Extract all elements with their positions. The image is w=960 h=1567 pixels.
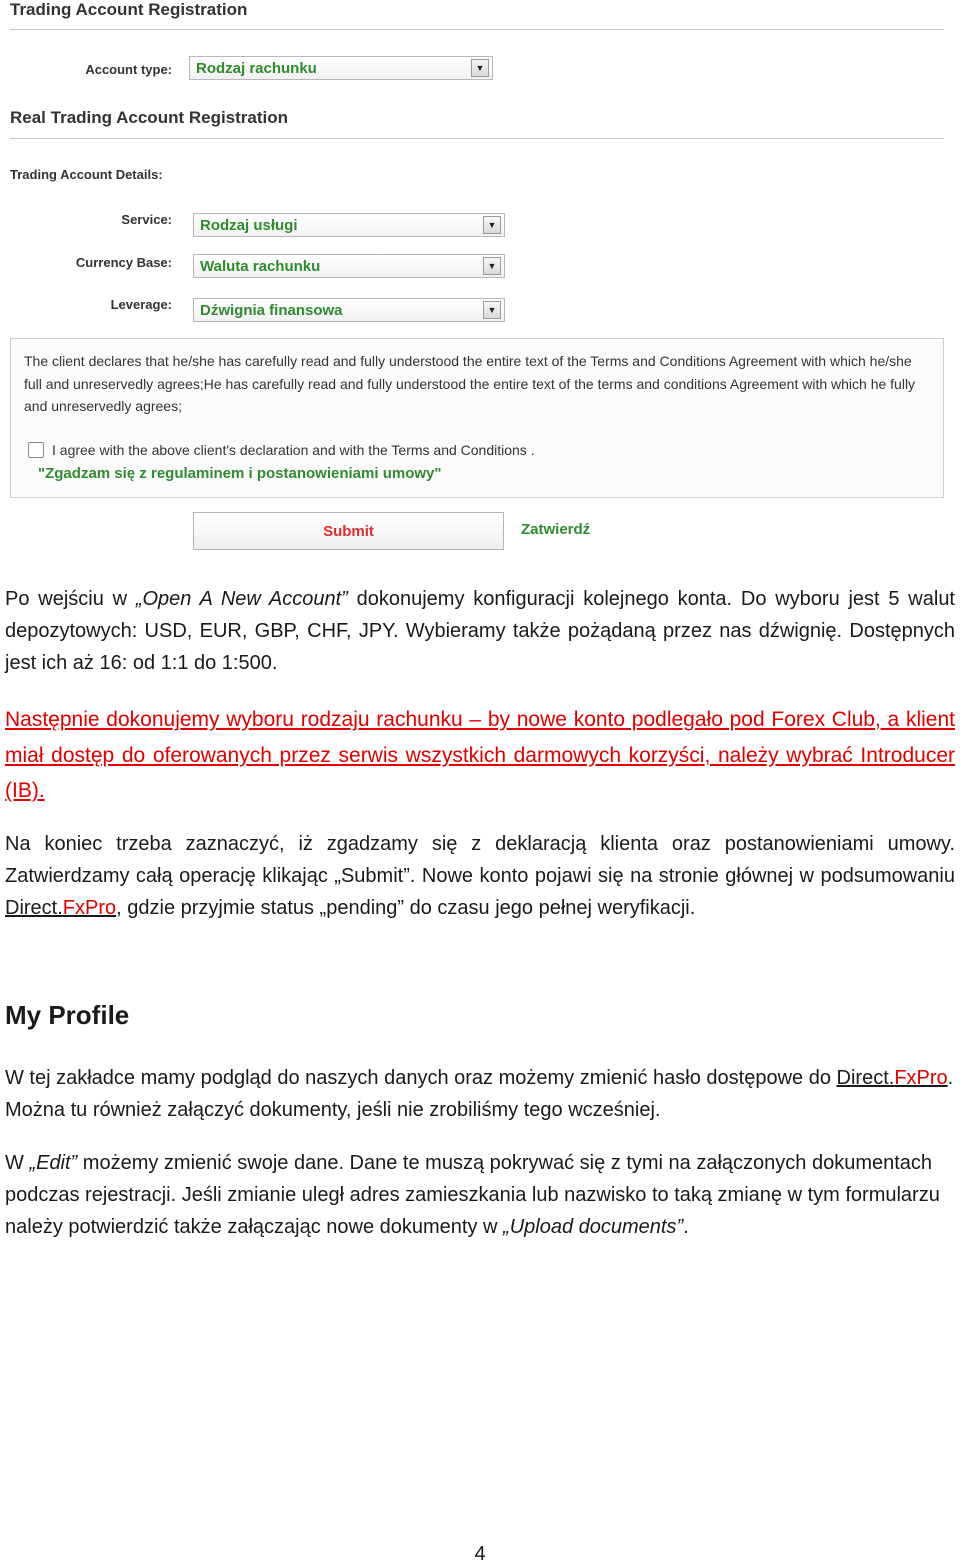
link-part-direct: Direct. — [5, 897, 63, 919]
profile-text-b: . Można tu również załączyć dokumenty, jeśli nie zrobiliśmy tego wcześniej. — [5, 1067, 954, 1121]
declaration-text: The client declares that he/she has carefully read and fully understood the entire text of the Terms and Conditions Agreement with which he/she full and unreservedly agrees;He has carefully read and fully understood the entire text of the terms and conditions Agreement with which he fully and unreservedly agrees; — [24, 353, 916, 414]
leverage-value: Dźwignia finansowa — [200, 301, 343, 319]
title-divider — [10, 29, 944, 30]
link-part-direct: Direct. — [836, 1067, 895, 1089]
account-type-value: Rodzaj rachunku — [196, 59, 317, 77]
paragraph-edit — [5, 1147, 955, 1243]
heading-my-profile: My Profile — [5, 1000, 130, 1030]
leverage-select[interactable] — [193, 298, 505, 322]
agree-checkbox[interactable] — [28, 442, 44, 458]
paragraph-submit — [5, 828, 955, 924]
agree-label: I agree with the above client's declaration and with the Terms and Conditions . — [52, 442, 535, 458]
paragraph-profile — [5, 1062, 955, 1126]
currency-value: Waluta rachunku — [200, 257, 321, 275]
submit-button[interactable]: Submit — [193, 512, 504, 550]
intro-text-a: Po wejściu w — [5, 588, 136, 610]
submit-text-a: Na koniec trzeba zaznaczyć, iż zgadzamy się z deklaracją klienta oraz postanowieniami umowy. Zatwierdzamy całą operację klikając „Submit”. Nowe konto pojawi się na stronie głównej w podsumowaniu — [5, 833, 955, 887]
chevron-down-icon: ▼ — [483, 257, 501, 275]
chevron-down-icon: ▼ — [483, 216, 501, 234]
link-part-fxpro: FxPro — [62, 897, 117, 919]
intro-emphasis: „Open A New Account” — [135, 588, 348, 610]
paragraph-intro — [5, 583, 955, 679]
intro-text-b: dokonujemy konfiguracji kolejnego konta. Do wyboru jest 5 walut depozytowych: USD, EUR, GBP, CHF, JPY. Wybieramy także pożądaną przez nas dźwignię. Dostępnych jest ich aż 16: od 1:1 do 1:500. — [5, 588, 955, 674]
service-label: Service: — [121, 212, 172, 227]
edit-text-c: . — [683, 1216, 689, 1238]
chevron-down-icon: ▼ — [471, 59, 489, 77]
link-part-fxpro: FxPro — [894, 1067, 948, 1089]
direct-fxpro-link[interactable] — [837, 1067, 948, 1089]
chevron-down-icon: ▼ — [483, 301, 501, 319]
account-type-label: Account type: — [85, 62, 172, 77]
currency-select[interactable] — [193, 254, 505, 278]
currency-label: Currency Base: — [75, 255, 172, 270]
submit-translation: Zatwierdź — [521, 521, 591, 538]
upload-emphasis: „Upload documents” — [503, 1216, 684, 1238]
introducer-text: Następnie dokonujemy wyboru rodzaju rachunku – by nowe konto podlegało pod Forex Club, a klient miał dostęp do oferowanych przez serwis wszystkich darmowych korzyści, należy wybrać Introducer (IB). — [5, 708, 955, 802]
paragraph-introducer — [5, 702, 955, 809]
account-type-select[interactable] — [189, 56, 493, 80]
edit-emphasis: „Edit” — [29, 1152, 78, 1174]
section-title: Real Trading Account Registration — [10, 108, 289, 127]
service-select[interactable] — [193, 213, 505, 237]
submit-text-b: , gdzie przyjmie status „pending” do czasu jego pełnej weryfikacji. — [116, 897, 696, 919]
leverage-label: Leverage: — [110, 297, 172, 312]
edit-text-b: możemy zmienić swoje dane. Dane te muszą pokrywać się z tymi na załączonych dokumentach podczas rejestracji. Jeśli zmianie uległ adres zamieszkania lub nazwisko to taką zmianę w tym formularzu należy potwierdzić także załączając nowe dokumenty w — [5, 1152, 940, 1238]
form-title: Trading Account Registration — [10, 0, 248, 19]
page-number: 4 — [474, 1543, 486, 1565]
direct-fxpro-link[interactable] — [5, 897, 116, 919]
details-title: Trading Account Details: — [10, 167, 163, 182]
section-divider — [10, 138, 944, 139]
agree-translation: "Zgadzam się z regulaminem i postanowieniami umowy" — [38, 465, 442, 482]
service-value: Rodzaj usługi — [200, 216, 298, 234]
edit-text-a: W — [5, 1152, 30, 1174]
profile-text-a: W tej zakładce mamy podgląd do naszych danych oraz możemy zmienić hasło dostępowe do — [5, 1067, 837, 1089]
